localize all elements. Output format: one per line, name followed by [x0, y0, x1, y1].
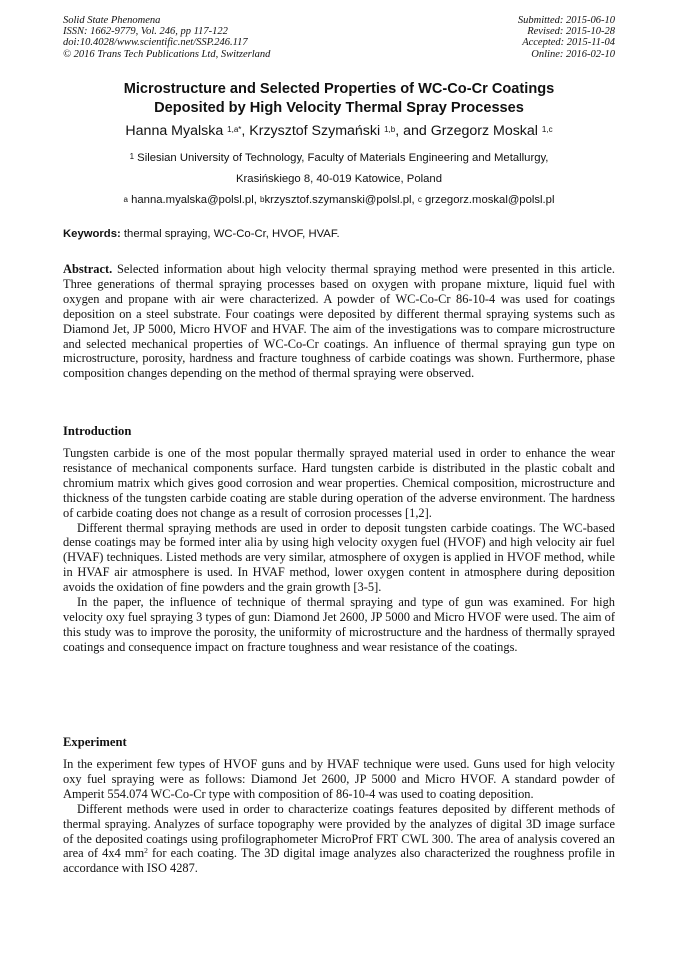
affiliation-sup: 1: [129, 152, 135, 161]
introduction-body: [63, 446, 615, 655]
introduction-heading: Introduction: [63, 424, 132, 438]
email-b-sup: b: [260, 195, 265, 204]
email-a-sup: a: [123, 195, 128, 204]
paper-title: [40, 80, 638, 118]
author-2-sup: 1,b: [384, 125, 396, 134]
affiliation-line-2: Krasińskiego 8, 40-019 Katowice, Poland: [236, 172, 442, 185]
abstract-label: Abstract.: [63, 262, 113, 276]
author-3-sup: 1,c: [541, 125, 553, 134]
issn: ISSN: 1662-9779, Vol. 246, pp 117-122: [63, 26, 228, 38]
author-1: Hanna Myalska: [125, 123, 228, 139]
submitted-date: Submitted: 2015-06-10: [517, 15, 615, 26]
email-b[interactable]: krzysztof.szymanski@polsl.pl,: [264, 194, 418, 206]
experiment-paragraph-2-b: for each coating. The 3D digital image analyzes also characterized the roughness profile in accordance with ISO 4287.: [63, 846, 615, 876]
author-3: , and Grzegorz Moskal: [395, 123, 542, 139]
author-2: , Krzysztof Szymański: [241, 123, 385, 139]
intro-paragraph-2: Different thermal spraying methods are used in order to deposit tungsten carbide coatings. The WC-based dense coatings may be formed inter alia by using high velocity oxygen fuel (HVOF) and high velocity air fuel (HVAF) techniques. Listed methods are very similar, atmosphere of oxygen is applied in HVOF method, while in HVAF air atmosphere is used. In HVAF method, lower oxygen content in atmosphere during deposition avoids the oxidation of fine powders and the grain growth [3-5].: [63, 520, 615, 595]
abstract-text: Selected information about high velocity thermal spraying method were presented in this article. Three generations of thermal spraying processes based on oxygen with propane mixture, liquid fuel with oxygen and propane with air were characterized. A powder of WC-Co-Cr 86-10-4 was used for coatings deposition on a steel substrate. Four coatings were deposited by different thermal spraying systems such as Diamond Jet, JP 5000, Micro HVOF and HVAF. The aim of the investigations was to compare microstructure and selected mechanical properties of WC-Co-Cr coatings. An influence of thermal spraying gun type on microstructure, porosity, hardness and fracture toughness of carbide coatings was shown. Furthermore, phase composition changes depending on the method of thermal spraying were observed.: [63, 262, 615, 381]
experiment-body: [63, 757, 615, 876]
keywords-label: Keywords:: [63, 228, 121, 240]
experiment-paragraph-2-a: Different methods were used in order to characterize coatings features deposited by different methods of thermal spraying. Analyzes of surface topography were provided by the analyzes of digital 3D image surface of the deposited coatings using profilographometer MicroProf FRT CWL 300. The area of analysis covered an area of 4x4 mm: [63, 801, 615, 861]
email-list: [40, 193, 638, 208]
email-a[interactable]: hanna.myalska@polsl.pl,: [127, 194, 261, 206]
keywords: [63, 227, 340, 242]
online-date: Online: 2016-02-10: [531, 48, 615, 60]
experiment-paragraph-2-sup: 2: [144, 846, 148, 856]
title-line-2: Deposited by High Velocity Thermal Spray Processes: [154, 100, 524, 116]
journal-name: Solid State Phenomena: [63, 15, 161, 26]
experiment-heading: Experiment: [63, 735, 127, 749]
affiliation-line-1: Silesian University of Technology, Faculty of Materials Engineering and Metallurgy,: [134, 152, 549, 164]
revised-date: Revised: 2015-10-28: [527, 26, 615, 38]
keywords-text: thermal spraying, WC-Co-Cr, HVOF, HVAF.: [120, 228, 340, 240]
copyright: © 2016 Trans Tech Publications Ltd, Switzerland: [63, 48, 271, 60]
intro-paragraph-3: In the paper, the influence of technique of thermal spraying and type of gun was examined. For high velocity oxy fuel spraying 3 types of gun: Diamond Jet 2600, JP 5000 and Micro HVOF were used. The aim of this study was to improve the porosity, the uniformity of microstructure and the hardness of thermally sprayed coatings and consequence impact on fracture toughness and wear resistance of the coatings.: [63, 595, 615, 654]
author-list: [40, 122, 638, 140]
email-c-sup: c: [417, 195, 422, 204]
accepted-date: Accepted: 2015-11-04: [522, 37, 615, 49]
affiliation: [40, 148, 638, 189]
author-1-sup: 1,a*: [227, 125, 242, 134]
experiment-paragraph-2: [63, 802, 615, 877]
doi: doi:10.4028/www.scientific.net/SSP.246.117: [63, 37, 248, 49]
intro-paragraph-1: Tungsten carbide is one of the most popular thermally sprayed material used in order to enhance the wear resistance of mechanical components surface. Hard tungsten carbide is distributed in the plastic cobalt and chromium matrix which gives good corrosion and wear properties. Chemical composition, microstructure and thickness of the tungsten carbide coating are stable during operation of the adverse environment. The hardness of carbide coating does not change as a result of corrosion processes [1,2].: [63, 446, 615, 520]
email-c[interactable]: grzegorz.moskal@polsl.pl: [421, 194, 555, 206]
journal-info: [63, 15, 270, 60]
title-line-1: Microstructure and Selected Properties of WC-Co-Cr Coatings: [123, 81, 555, 97]
abstract: [63, 262, 615, 381]
publication-dates: [518, 15, 615, 60]
experiment-paragraph-1: In the experiment few types of HVOF guns and by HVAF technique were used. Guns used for high velocity oxy fuel spraying were as follows: Diamond Jet 2600, JP 5000 and Micro HVOF. A standard powder of Amperit 554.074 WC-Co-Cr type with composition of 86-10-4 was used to coating deposition.: [63, 757, 615, 801]
